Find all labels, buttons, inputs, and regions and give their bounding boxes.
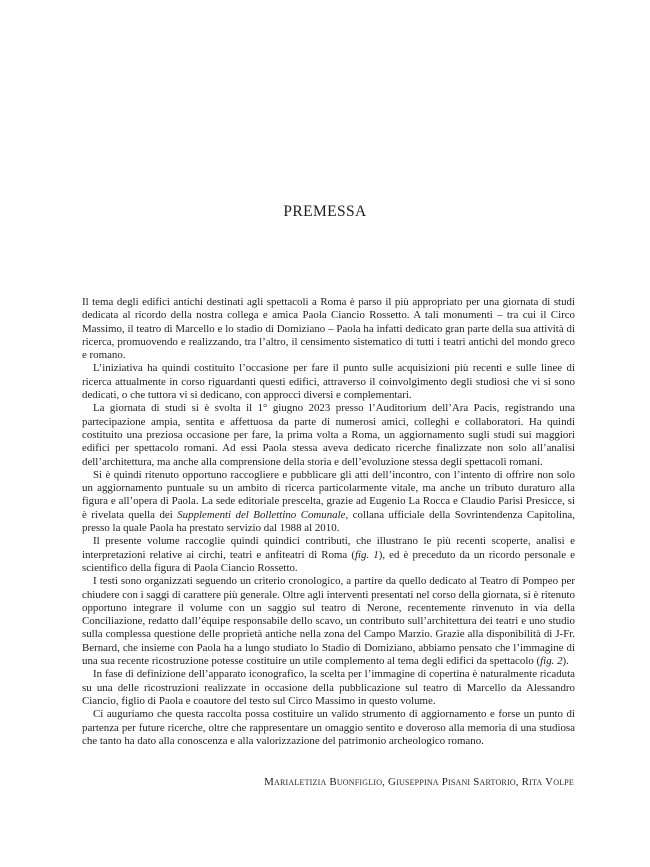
paragraph: Il tema degli edifici antichi destinati agli spettacoli a Roma è parso il più appropriato per una giornata di studi dedicata al ricordo della nostra collega e amica Paola Ciancio Rossetto. A tali monumenti – tra cui il Circo Massimo, il teatro di Marcello e lo stadio di Domiziano – Paola ha infatti dedicato gran parte della sua attività di ricerca, promuovendo e realizzando, tra l’altro, il censimento sistematico di tutti i teatri antichi del mondo greco e romano. [82, 296, 575, 362]
paragraph: Il presente volume raccoglie quindi quindici contributi, che illustrano le più recenti scoperte, analisi e interpretazioni relative ai circhi, teatri e anfiteatri di Roma (fig. 1), ed è preceduto da un ricordo personale e scientifico della figura di Paola Ciancio Rossetto. [82, 535, 576, 574]
paragraph: Ci auguriamo che questa raccolta possa costituire un valido strumento di aggiornamento e forse un punto di partenza per future ricerche, oltre che rappresentare un omaggio sentito e doveroso alla memoria di una studiosa che tanto ha dato alla conoscenza e alla valorizzazione del patrimonio archeologico romano. [82, 708, 575, 747]
paragraph: I testi sono organizzati seguendo un criterio cronologico, a partire da quello dedicato al Teatro di Pompeo per chiudere con i saggi di carattere più generale. Oltre agli interventi presentati nel corso della giornata, si è ritenuto opportuno integrare il volume con un saggio sul teatro di Nerone, recentemente rinvenuto in via della Conciliazione, redatto dall’équipe responsabile dello scavo, un contributo sull’architettura dei teatri e uno studio sulla complessa questione delle proprietà antiche nella zona del Campo Marzio. Grazie alla disponibilità di J-Fr. Bernard, che insieme con Paola ha a lungo studiato lo Stadio di Domiziano, abbiamo pensato che l’immagine di una sua recente ricostruzione potesse costituire un utile complemento al tema degli edifici da spettacolo (fig. 2). [82, 575, 575, 668]
paragraph: La giornata di studi si è svolta il 1° giugno 2023 presso l’Auditorium dell’Ara Pacis, registrando una partecipazione ampia, sentita e affettuosa da parte di numerosi amici, colleghi e collaboratori. Ha quindi costituito una preziosa occasione per fare, la prima volta a Roma, un aggiornamento sugli studi sui maggiori edifici per spettacolo romani. Ad essi Paola stessa aveva dedicato ricerche finalizzate non solo all’analisi dell’architettura, ma anche alla comprensione della storia e dell’evoluzione stessa degli spettacoli romani. [82, 402, 575, 468]
author-signature: Marialetizia Buonfiglio, Giuseppina Pisani Sartorio, Rita Volpe [264, 776, 574, 788]
paragraph: L’iniziativa ha quindi costituito l’occasione per fare il punto sulle acquisizioni più recenti e sulle linee di ricerca attualmente in corso riguardanti questi edifici, attraverso il coinvolgimento degli studiosi che vi si sono dedicati, o che tuttora vi si dedicano, con approcci diversi e complementari. [82, 362, 575, 402]
italic-reference: fig. 1 [354, 548, 379, 561]
body-text [82, 296, 575, 748]
paragraph: In fase di definizione dell’apparato iconografico, la scelta per l’immagine di copertina è naturalmente ricaduta su una delle ricostruzioni realizzate in occasione della pubblicazione sul teatro di Marcello da Alessandro Ciancio, figlio di Paola e coautore del testo sul Circo Massimo in questo volume. [82, 668, 575, 707]
italic-reference: Supplementi del Bollettino Comunale [177, 508, 346, 521]
paragraph: Si è quindi ritenuto opportuno raccogliere e pubblicare gli atti dell’incontro, con l’intento di offrire non solo un aggiornamento puntuale su un ambito di ricerca particolarmente vitale, ma anche un tributo duraturo alla figura e all’opera di Paola. La sede editoriale prescelta, grazie ad Eugenio La Rocca e Claudio Parisi Presicce, si è rivelata quella dei Supplementi del Bollettino Comunale, collana ufficiale della Sovrintendenza Capitolina, presso la quale Paola ha prestato servizio dal 1988 al 2010. [82, 468, 575, 535]
italic-reference: fig. 2 [540, 655, 563, 668]
page-title: PREMESSA [283, 203, 367, 220]
